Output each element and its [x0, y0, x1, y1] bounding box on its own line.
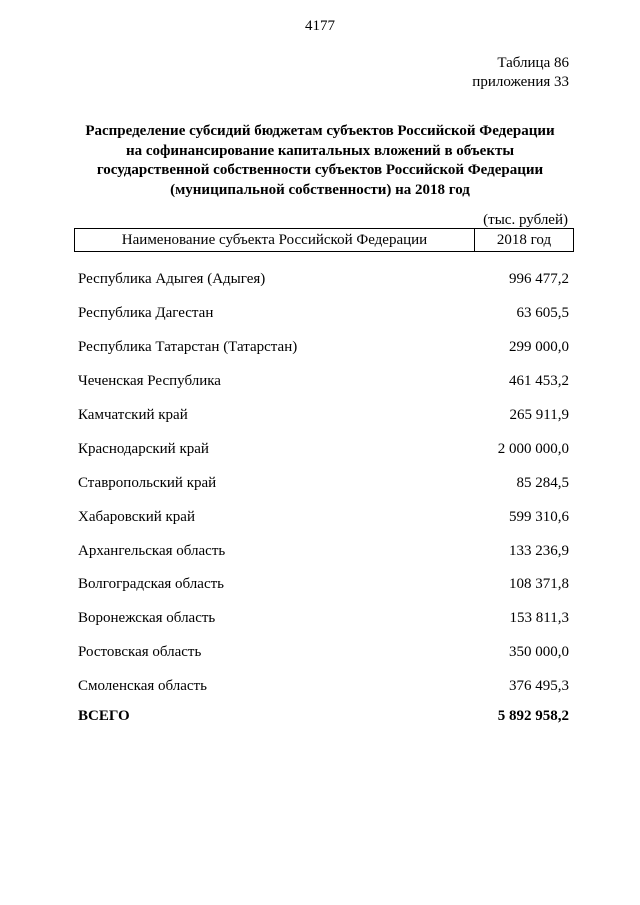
region-name: Республика Адыгея (Адыгея): [78, 271, 266, 288]
table-reference: [472, 54, 569, 92]
header-name-column: Наименование субъекта Российской Федерации: [75, 229, 475, 251]
title-line: на софинансирование капитальных вложений в объекты: [125, 142, 515, 159]
table-row: [78, 432, 569, 466]
document-title: [0, 122, 640, 200]
region-name: Воронежская область: [78, 610, 216, 627]
region-name: Смоленская область: [78, 678, 207, 695]
region-value: 996 477,2: [509, 271, 569, 288]
table-number: Таблица 86: [497, 55, 569, 71]
table-row: [78, 331, 569, 365]
table-header: [74, 228, 574, 252]
region-name: Ставропольский край: [78, 474, 217, 491]
region-name: Камчатский край: [78, 407, 188, 423]
appendix-number: приложения 33: [472, 74, 569, 90]
region-value: 133 236,9: [509, 542, 569, 559]
region-value: 350 000,0: [509, 644, 569, 661]
region-name: Республика Дагестан: [78, 305, 214, 322]
total-label: ВСЕГО: [78, 708, 130, 724]
title-line: (муниципальной собственности) на 2018 год: [170, 181, 470, 198]
units-label: (тыс. рублей): [483, 212, 568, 228]
region-name: Архангельская область: [78, 542, 226, 559]
region-value: 108 371,8: [509, 576, 569, 593]
total-value: 5 892 958,2: [497, 708, 569, 724]
region-value: 265 911,9: [509, 407, 569, 423]
region-value: 599 310,6: [509, 508, 569, 525]
region-name: Волгоградская область: [78, 576, 224, 593]
region-value: 153 811,3: [509, 610, 569, 627]
region-value: 2 000 000,0: [497, 440, 569, 457]
header-year-column: 2018 год: [496, 232, 552, 248]
region-value: 63 605,5: [516, 305, 569, 322]
table-row: [78, 602, 569, 636]
title-line: государственной собственности субъектов Российской Федерации: [96, 162, 544, 178]
table-row: [78, 636, 569, 670]
table-row: [78, 466, 569, 500]
region-value: 376 495,3: [509, 678, 569, 695]
table-row: [78, 399, 569, 433]
table-body: [78, 263, 569, 704]
region-value: 299 000,0: [509, 339, 569, 356]
table-row: [78, 297, 569, 331]
title-line: Распределение субсидий бюджетам субъектов Российской Федерации: [85, 123, 555, 139]
region-value: 85 284,5: [516, 474, 569, 491]
region-value: 461 453,2: [509, 373, 569, 390]
region-name: Чеченская Республика: [78, 373, 221, 390]
region-name: Краснодарский край: [78, 440, 209, 457]
region-name: Республика Татарстан (Татарстан): [78, 339, 298, 356]
table-row: [78, 500, 569, 534]
table-row: [78, 670, 569, 704]
total-row: [78, 708, 569, 725]
table-row: [78, 365, 569, 399]
table-row: [78, 568, 569, 602]
region-name: Хабаровский край: [78, 508, 195, 525]
page-number: 4177: [305, 18, 335, 34]
table-row: [78, 534, 569, 568]
region-name: Ростовская область: [78, 644, 202, 661]
table-row: [78, 263, 569, 297]
